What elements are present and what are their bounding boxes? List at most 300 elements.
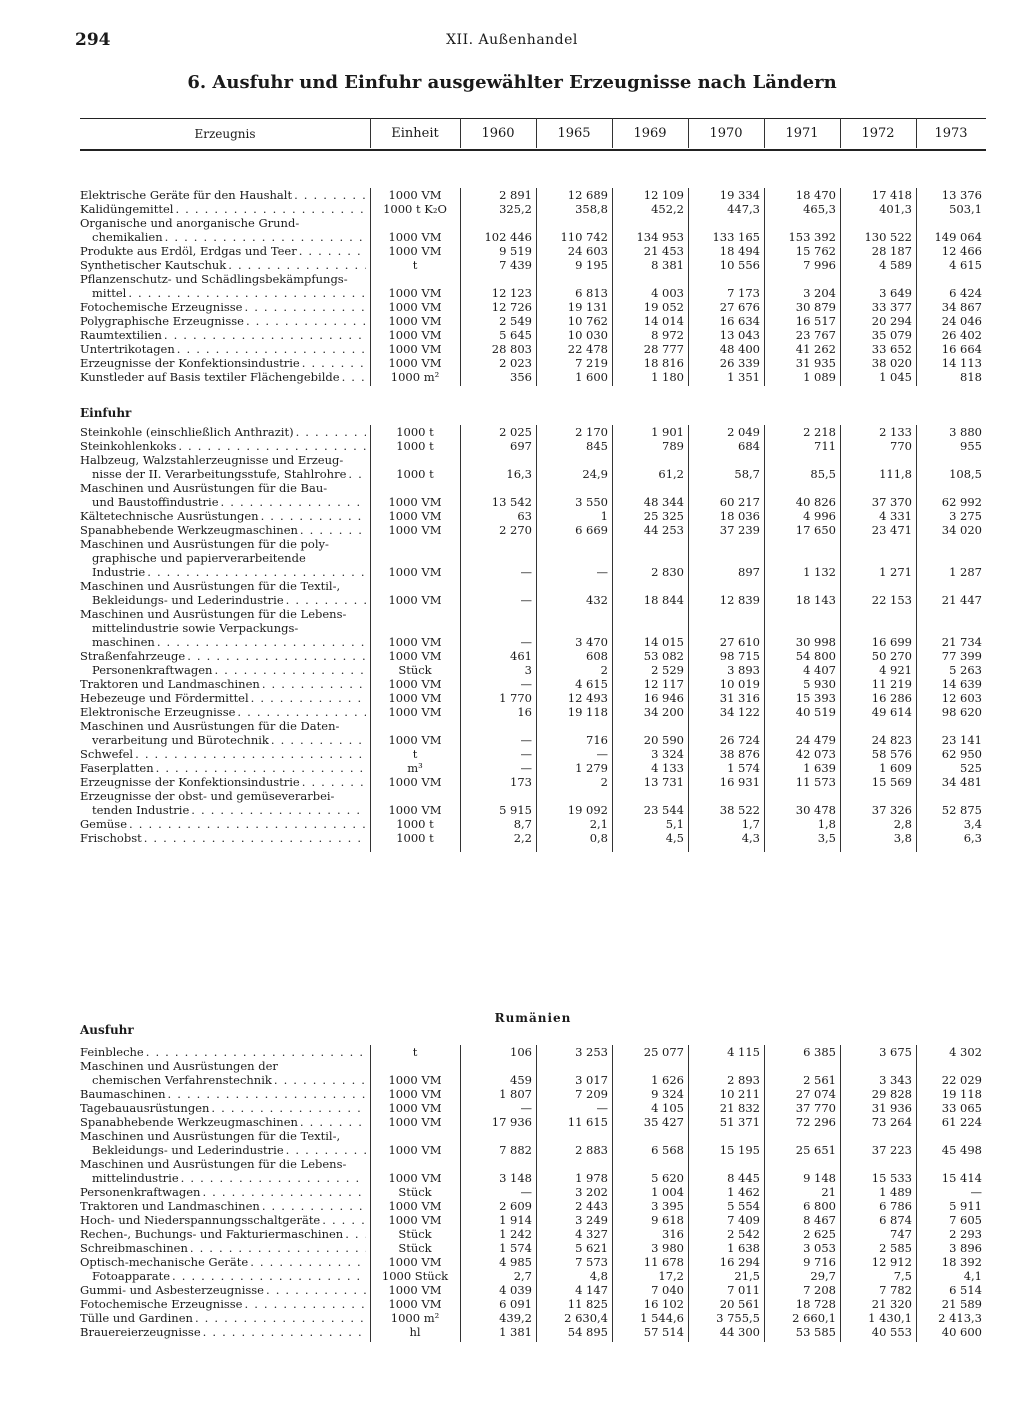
value-cell (688, 1213, 764, 1227)
unit-value: 1000 VM (388, 523, 442, 537)
dot-leader (226, 258, 366, 272)
cell-value: 4 407 (803, 663, 836, 677)
cell-value: 7 605 (949, 1213, 982, 1227)
value-cell (612, 258, 688, 272)
value-cell (916, 1115, 986, 1129)
cell-value: 13 731 (643, 775, 684, 789)
value-cell (840, 1045, 916, 1059)
cell-value: 34 020 (941, 523, 982, 537)
cell-value: 1 004 (651, 1185, 684, 1199)
cell-value: 34 481 (941, 775, 982, 789)
cell-value: 23 544 (643, 803, 684, 817)
cell-value: 3 275 (949, 509, 982, 523)
cell-value: 4 133 (651, 761, 684, 775)
dot-leader (300, 775, 366, 789)
cell-value: 2 (600, 775, 608, 789)
cell-value: 16 946 (643, 691, 684, 705)
unit-cell (370, 579, 460, 607)
cell-value: 9 148 (803, 1171, 836, 1185)
cell-value: 29 828 (871, 1087, 912, 1101)
column-header-1965: 1965 (557, 126, 591, 141)
value-cell (612, 775, 688, 789)
unit-value: 1000 VM (388, 565, 442, 579)
dot-leader (259, 509, 366, 523)
unit-value: 1000 VM (388, 314, 442, 328)
cell-value: 37 770 (795, 1101, 836, 1115)
product-name-line: Traktoren und Landmaschinen (80, 677, 260, 691)
value-cell (612, 1283, 688, 1297)
dot-leader (201, 1325, 366, 1339)
cell-value: 29,7 (810, 1269, 836, 1283)
cell-value: 48 344 (643, 495, 684, 509)
product-name-line: Faserplatten (80, 761, 154, 775)
value-cell (764, 370, 840, 384)
cell-value: 130 522 (864, 230, 912, 244)
table-row (80, 1101, 986, 1115)
unit-cell (370, 719, 460, 747)
value-cell (840, 747, 916, 761)
cell-value: 42 073 (795, 747, 836, 761)
cell-value: 7 208 (803, 1283, 836, 1297)
value-cell (764, 1227, 840, 1241)
table-row (80, 439, 986, 453)
value-cell (764, 272, 840, 300)
value-cell (916, 216, 986, 244)
product-name-line: Spanabhebende Werkzeugmaschinen (80, 1115, 298, 1129)
value-cell (460, 523, 536, 537)
value-cell (612, 607, 688, 649)
cell-value: 12 839 (719, 593, 760, 607)
cell-value: 1 770 (499, 691, 532, 705)
unit-value: 1000 VM (388, 1087, 442, 1101)
dot-leader (320, 1213, 366, 1227)
cell-value: 24 603 (567, 244, 608, 258)
value-cell (840, 649, 916, 663)
value-cell (840, 817, 916, 831)
cell-value: 2 443 (575, 1199, 608, 1213)
value-cell (840, 425, 916, 439)
column-rule (460, 118, 461, 148)
value-cell (536, 705, 612, 719)
cell-value: 16 294 (719, 1255, 760, 1269)
cell-value: 897 (738, 565, 760, 579)
product-name (80, 258, 370, 272)
value-cell (612, 705, 688, 719)
cell-value: 7 782 (879, 1283, 912, 1297)
value-cell (460, 663, 536, 677)
unit-cell (370, 300, 460, 314)
value-cell (536, 1199, 612, 1213)
value-cell (916, 509, 986, 523)
cell-value: 4 921 (879, 663, 912, 677)
value-cell (612, 691, 688, 705)
value-cell (916, 1101, 986, 1115)
cell-value: 35 079 (871, 328, 912, 342)
value-cell (460, 300, 536, 314)
value-cell (536, 1269, 612, 1283)
product-name-line: Schreibmaschinen (80, 1241, 188, 1255)
value-cell (764, 1283, 840, 1297)
table-row (80, 663, 986, 677)
value-cell (764, 1311, 840, 1325)
cell-value: 16 517 (795, 314, 836, 328)
cell-value: 23 471 (871, 523, 912, 537)
table-row (80, 579, 986, 607)
value-cell (916, 1087, 986, 1101)
unit-cell (370, 244, 460, 258)
unit-value: 1000 VM (388, 1213, 442, 1227)
unit-value: Stück (398, 1241, 432, 1255)
unit-value: Stück (398, 1227, 432, 1241)
cell-value: — (520, 593, 532, 607)
cell-value: 27 074 (795, 1087, 836, 1101)
cell-value: 7,5 (893, 1269, 912, 1283)
cell-value: 1 489 (879, 1185, 912, 1199)
value-cell (916, 663, 986, 677)
table-row (80, 370, 986, 384)
cell-value: 149 064 (934, 230, 982, 244)
unit-cell (370, 1297, 460, 1311)
unit-value: m³ (407, 761, 423, 775)
value-cell (688, 831, 764, 845)
product-name-line: Maschinen und Ausrüstungen für die Textil-, (80, 1129, 341, 1143)
cell-value: — (520, 747, 532, 761)
cell-value: 3 649 (879, 286, 912, 300)
value-cell (916, 523, 986, 537)
product-name-line: mittelindustrie sowie Verpackungs- (92, 621, 299, 635)
value-cell (688, 691, 764, 705)
table-row (80, 789, 986, 817)
cell-value: 8 445 (727, 1171, 760, 1185)
unit-value: 1000 m² (390, 1311, 440, 1325)
cell-value: — (520, 677, 532, 691)
dot-leader (284, 1143, 366, 1157)
table-row (80, 1269, 986, 1283)
cell-value: 16 102 (643, 1297, 684, 1311)
cell-value: — (596, 565, 608, 579)
dot-leader (133, 747, 366, 761)
product-name-line: mittelindustrie (92, 1171, 179, 1185)
value-cell (688, 705, 764, 719)
cell-value: 11 825 (567, 1297, 608, 1311)
cell-value: 57 514 (643, 1325, 684, 1339)
cell-value: 12 117 (643, 677, 684, 691)
value-cell (688, 789, 764, 817)
cell-value: 11 615 (567, 1115, 608, 1129)
value-cell (536, 1087, 612, 1101)
value-cell (916, 1045, 986, 1059)
product-name-line: chemikalien (92, 230, 163, 244)
unit-cell (370, 1129, 460, 1157)
cell-value: 4,3 (741, 831, 760, 845)
dot-leader (249, 691, 366, 705)
cell-value: 1 242 (499, 1227, 532, 1241)
unit-cell (370, 1101, 460, 1115)
value-cell (688, 509, 764, 523)
value-cell (764, 1129, 840, 1157)
value-cell (536, 677, 612, 691)
value-cell (536, 300, 612, 314)
dot-leader (145, 565, 366, 579)
cell-value: 1 914 (499, 1213, 532, 1227)
table-row (80, 1297, 986, 1311)
value-cell (612, 342, 688, 356)
value-cell (460, 244, 536, 258)
cell-value: 4 302 (949, 1045, 982, 1059)
unit-value: 1000 VM (388, 775, 442, 789)
cell-value: 452,2 (651, 202, 684, 216)
cell-value: 15 195 (719, 1143, 760, 1157)
page-number: 294 (75, 30, 111, 50)
value-cell (764, 258, 840, 272)
value-cell (536, 523, 612, 537)
cell-value: 503,1 (949, 202, 982, 216)
cell-value: 401,3 (879, 202, 912, 216)
cell-value: 14 113 (941, 356, 982, 370)
cell-value: 2 133 (879, 425, 912, 439)
cell-value: 33 377 (871, 300, 912, 314)
dot-leader (162, 328, 366, 342)
unit-value: 1000 VM (388, 1171, 442, 1185)
cell-value: 21 453 (643, 244, 684, 258)
cell-value: 37 239 (719, 523, 760, 537)
value-cell (688, 1087, 764, 1101)
cell-value: 23 767 (795, 328, 836, 342)
product-name (80, 328, 370, 342)
value-cell (688, 537, 764, 579)
cell-value: 358,8 (575, 202, 608, 216)
product-name (80, 1325, 370, 1339)
product-name-line: Bekleidungs- und Lederindustrie (92, 1143, 284, 1157)
cell-value: 2 891 (499, 188, 532, 202)
cell-value: 4 589 (879, 258, 912, 272)
value-cell (916, 1269, 986, 1283)
cell-value: 98 620 (941, 705, 982, 719)
unit-value: 1000 VM (388, 1115, 442, 1129)
value-cell (612, 1213, 688, 1227)
cell-value: 19 131 (567, 300, 608, 314)
cell-value: 20 294 (871, 314, 912, 328)
value-cell (536, 314, 612, 328)
product-name-line: Industrie (92, 565, 146, 579)
value-cell (612, 1059, 688, 1087)
cell-value: 33 065 (941, 1101, 982, 1115)
cell-value: 1 271 (879, 565, 912, 579)
value-cell (460, 1227, 536, 1241)
cell-value: 3 893 (727, 663, 760, 677)
column-header-1972: 1972 (861, 126, 895, 141)
value-cell (764, 1115, 840, 1129)
unit-value: 1000 VM (388, 803, 442, 817)
value-cell (840, 1269, 916, 1283)
cell-value: 2 025 (499, 425, 532, 439)
value-cell (460, 202, 536, 216)
table-row (80, 1059, 986, 1087)
dot-leader (244, 314, 366, 328)
value-cell (688, 1045, 764, 1059)
cell-value: — (520, 1185, 532, 1199)
cell-value: 2 561 (803, 1073, 836, 1087)
cell-value: — (520, 565, 532, 579)
value-cell (612, 328, 688, 342)
value-cell (612, 216, 688, 244)
value-cell (612, 1269, 688, 1283)
dot-leader (297, 244, 366, 258)
product-name-line: Maschinen und Ausrüstungen für die Daten- (80, 719, 340, 733)
value-cell (688, 579, 764, 607)
product-name (80, 1185, 370, 1199)
dot-leader (300, 356, 366, 370)
cell-value: 1 089 (803, 370, 836, 384)
cell-value: 8 467 (803, 1213, 836, 1227)
unit-cell (370, 663, 460, 677)
cell-value: 18 494 (719, 244, 760, 258)
cell-value: 44 253 (643, 523, 684, 537)
value-cell (460, 747, 536, 761)
value-cell (764, 244, 840, 258)
cell-value: 21 589 (941, 1297, 982, 1311)
cell-value: 1 180 (651, 370, 684, 384)
value-cell (460, 1199, 536, 1213)
value-cell (460, 1241, 536, 1255)
unit-value: 1000 VM (388, 188, 442, 202)
lower-ausfuhr-table (80, 1045, 986, 1339)
unit-cell (370, 1325, 460, 1339)
cell-value: 7 573 (575, 1255, 608, 1269)
cell-value: 153 392 (788, 230, 836, 244)
cell-value: 5 620 (651, 1171, 684, 1185)
cell-value: 608 (586, 649, 608, 663)
table-row (80, 481, 986, 509)
unit-value: 1000 VM (388, 300, 442, 314)
product-name (80, 244, 370, 258)
cell-value: 30 998 (795, 635, 836, 649)
cell-value: 12 466 (941, 244, 982, 258)
product-name-line: Hoch- und Niederspannungsschaltgeräte (80, 1213, 321, 1227)
table-row (80, 1157, 986, 1185)
table-row (80, 216, 986, 244)
cell-value: 2,1 (589, 817, 608, 831)
value-cell (460, 677, 536, 691)
cell-value: 54 895 (567, 1325, 608, 1339)
cell-value: 108,5 (949, 467, 982, 481)
dot-leader (163, 230, 366, 244)
cell-value: 4 039 (499, 1283, 532, 1297)
product-name (80, 719, 370, 747)
table-row (80, 300, 986, 314)
value-cell (460, 1269, 536, 1283)
dot-leader (154, 761, 366, 775)
value-cell (612, 831, 688, 845)
product-name (80, 1199, 370, 1213)
cell-value: 27 610 (719, 635, 760, 649)
cell-value: 3 053 (803, 1241, 836, 1255)
value-cell (688, 342, 764, 356)
value-cell (536, 789, 612, 817)
dot-leader (193, 1311, 366, 1325)
value-cell (460, 537, 536, 579)
cell-value: 3 017 (575, 1073, 608, 1087)
cell-value: 20 590 (643, 733, 684, 747)
value-cell (688, 663, 764, 677)
table-row (80, 202, 986, 216)
value-cell (612, 1311, 688, 1325)
cell-value: 6 669 (575, 523, 608, 537)
cell-value: 12 493 (567, 691, 608, 705)
value-cell (612, 817, 688, 831)
cell-value: 4,5 (665, 831, 684, 845)
value-cell (840, 202, 916, 216)
value-cell (764, 425, 840, 439)
product-name (80, 523, 370, 537)
product-name-line: Maschinen und Ausrüstungen für die poly- (80, 537, 329, 551)
value-cell (840, 705, 916, 719)
product-name-line: Elektrische Geräte für den Haushalt (80, 188, 293, 202)
value-cell (916, 202, 986, 216)
unit-value: Stück (398, 663, 432, 677)
product-name (80, 761, 370, 775)
unit-cell (370, 817, 460, 831)
dot-leader (340, 370, 366, 384)
cell-value: 34 867 (941, 300, 982, 314)
dot-leader (166, 1087, 366, 1101)
value-cell (916, 789, 986, 817)
value-cell (764, 188, 840, 202)
unit-cell (370, 775, 460, 789)
value-cell (688, 425, 764, 439)
dot-leader (272, 1073, 366, 1087)
value-cell (840, 272, 916, 300)
value-cell (536, 537, 612, 579)
value-cell (764, 1157, 840, 1185)
unit-value: 1000 VM (388, 328, 442, 342)
unit-cell (370, 258, 460, 272)
value-cell (764, 761, 840, 775)
unit-value: t (412, 1045, 418, 1059)
cell-value: 34 200 (643, 705, 684, 719)
cell-value: 16 286 (871, 691, 912, 705)
cell-value: 2,8 (893, 817, 912, 831)
value-cell (536, 775, 612, 789)
table-row (80, 1227, 986, 1241)
value-cell (612, 202, 688, 216)
value-cell (460, 691, 536, 705)
cell-value: 9 324 (651, 1087, 684, 1101)
cell-value: 4 985 (499, 1255, 532, 1269)
value-cell (612, 1087, 688, 1101)
cell-value: 31 936 (871, 1101, 912, 1115)
value-cell (460, 1185, 536, 1199)
value-cell (916, 691, 986, 705)
value-cell (916, 831, 986, 845)
cell-value: 20 561 (719, 1297, 760, 1311)
dot-leader (144, 1045, 366, 1059)
cell-value: 9 618 (651, 1213, 684, 1227)
value-cell (460, 1283, 536, 1297)
value-cell (612, 1101, 688, 1115)
cell-value: 2 049 (727, 425, 760, 439)
cell-value: 5 915 (499, 803, 532, 817)
dot-leader (127, 817, 366, 831)
cell-value: 10 556 (719, 258, 760, 272)
product-name (80, 649, 370, 663)
value-cell (764, 216, 840, 244)
cell-value: 38 020 (871, 356, 912, 370)
cell-value: 7 882 (499, 1143, 532, 1157)
cell-value: 18 470 (795, 188, 836, 202)
value-cell (764, 691, 840, 705)
value-cell (840, 1129, 916, 1157)
